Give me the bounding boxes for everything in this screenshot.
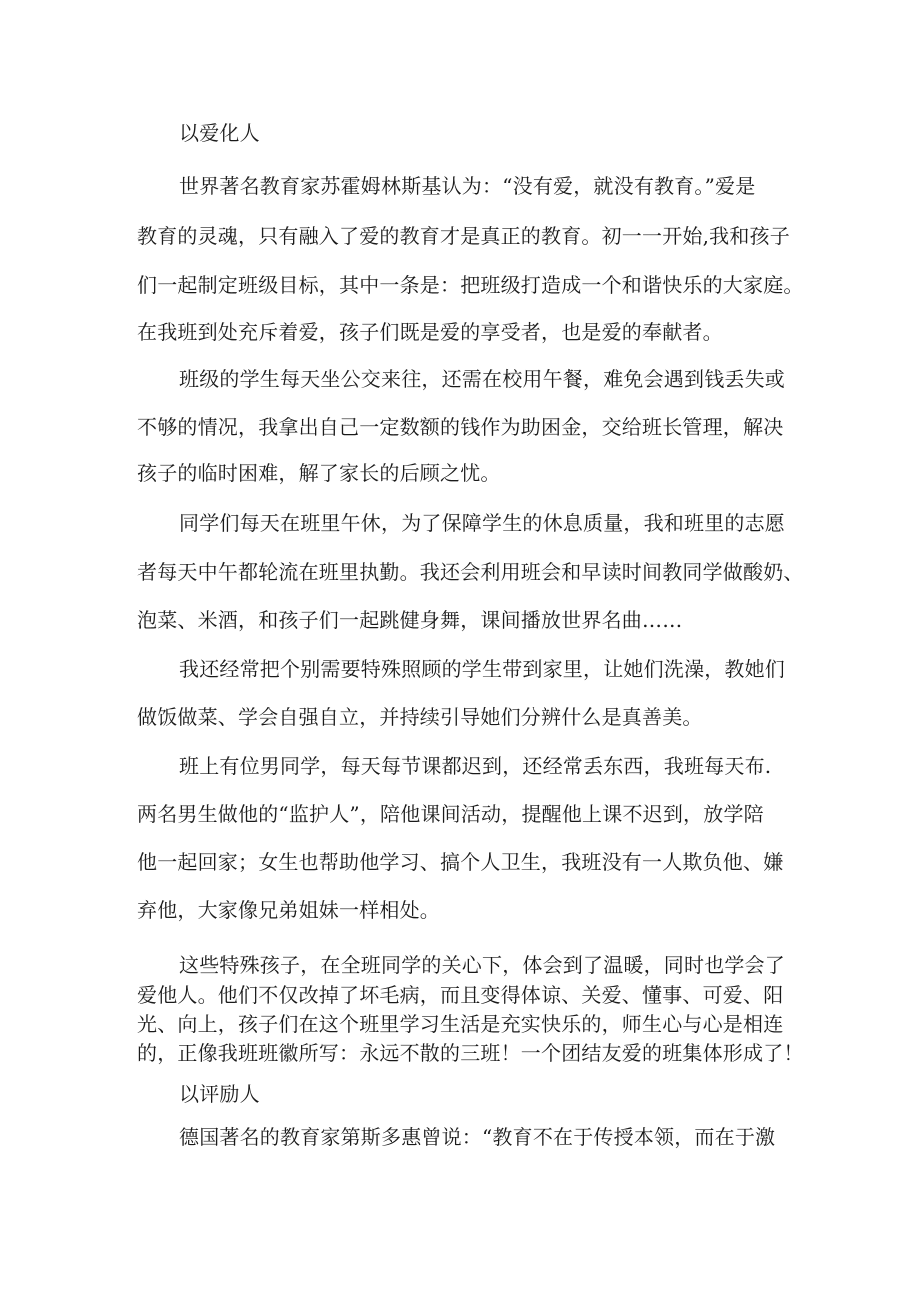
paragraph-line: 泡菜、米酒，和孩子们一起跳健身舞，课间播放世界名曲……: [137, 608, 683, 632]
paragraph-line: 世界著名教育家苏霍姆林斯基认为：“没有爱，就没有教育。”爱是: [179, 174, 756, 198]
paragraph-line: 弃他，大家像兄弟姐妹一样相处。: [137, 898, 440, 922]
paragraph-line: 这些特殊孩子，在全班同学的关心下，体会到了温暖，同时也学会了: [179, 953, 785, 977]
paragraph-line: 他一起回家；女生也帮助他学习、搞个人卫生，我班没有一人欺负他、嫌: [137, 850, 784, 874]
paragraph-line: 做饭做菜、学会自强自立，并持续引导她们分辨什么是真善美。: [137, 705, 703, 729]
paragraph-line: 班上有位男同学，每天每节课都迟到，还经常丢东西，我班每天布.: [179, 754, 772, 778]
paragraph-line: 两名男生做他的“监护人”，陪他课间活动，提醒他上课不迟到，放学陪: [137, 802, 764, 826]
paragraph-line: 在我班到处充斥着爱，孩子们既是爱的享受者，也是爱的奉献者。: [137, 320, 723, 344]
paragraph-line: 爱他人。他们不仅改掉了坏毛病，而且变得体谅、关爱、懂事、可爱、阳: [137, 983, 784, 1007]
paragraph-line: 德国著名的教育家第斯多惠曾说：“教育不在于传授本领，而在于激: [179, 1125, 776, 1149]
paragraph-line: 我还经常把个别需要特殊照顾的学生带到家里，让她们洗澡，教她们: [179, 657, 785, 681]
paragraph-line: 者每天中午都轮流在班里执勤。我还会利用班会和早读时间教同学做酸奶、: [137, 560, 804, 584]
paragraph-line: 班级的学生每天坐公交来往，还需在校用午餐，难免会遇到钱丢失或: [179, 367, 785, 391]
paragraph-line: 的，正像我班班徽所写：永远不散的三班！一个团结友爱的班集体形成了！: [137, 1041, 804, 1065]
paragraph-line: 们一起制定班级目标，其中一条是：把班级打造成一个和谐快乐的大家庭。: [137, 273, 804, 297]
paragraph-line: 光、向上，孩子们在这个班里学习生活是充实快乐的，师生心与心是相连: [137, 1012, 784, 1036]
paragraph-line: 孩子的临时困难，解了家长的后顾之忧。: [137, 461, 501, 485]
section-heading: 以爱化人: [179, 121, 260, 145]
section-heading: 以评励人: [179, 1082, 260, 1106]
paragraph-line: 教育的灵魂，只有融入了爱的教育才是真正的教育。初一一开始,我和孩子: [137, 224, 790, 248]
paragraph-line: 不够的情况，我拿出自己一定数额的钱作为助困金，交给班长管理，解决: [137, 415, 784, 439]
paragraph-line: 同学们每天在班里午休，为了保障学生的休息质量，我和班里的志愿: [179, 511, 785, 535]
